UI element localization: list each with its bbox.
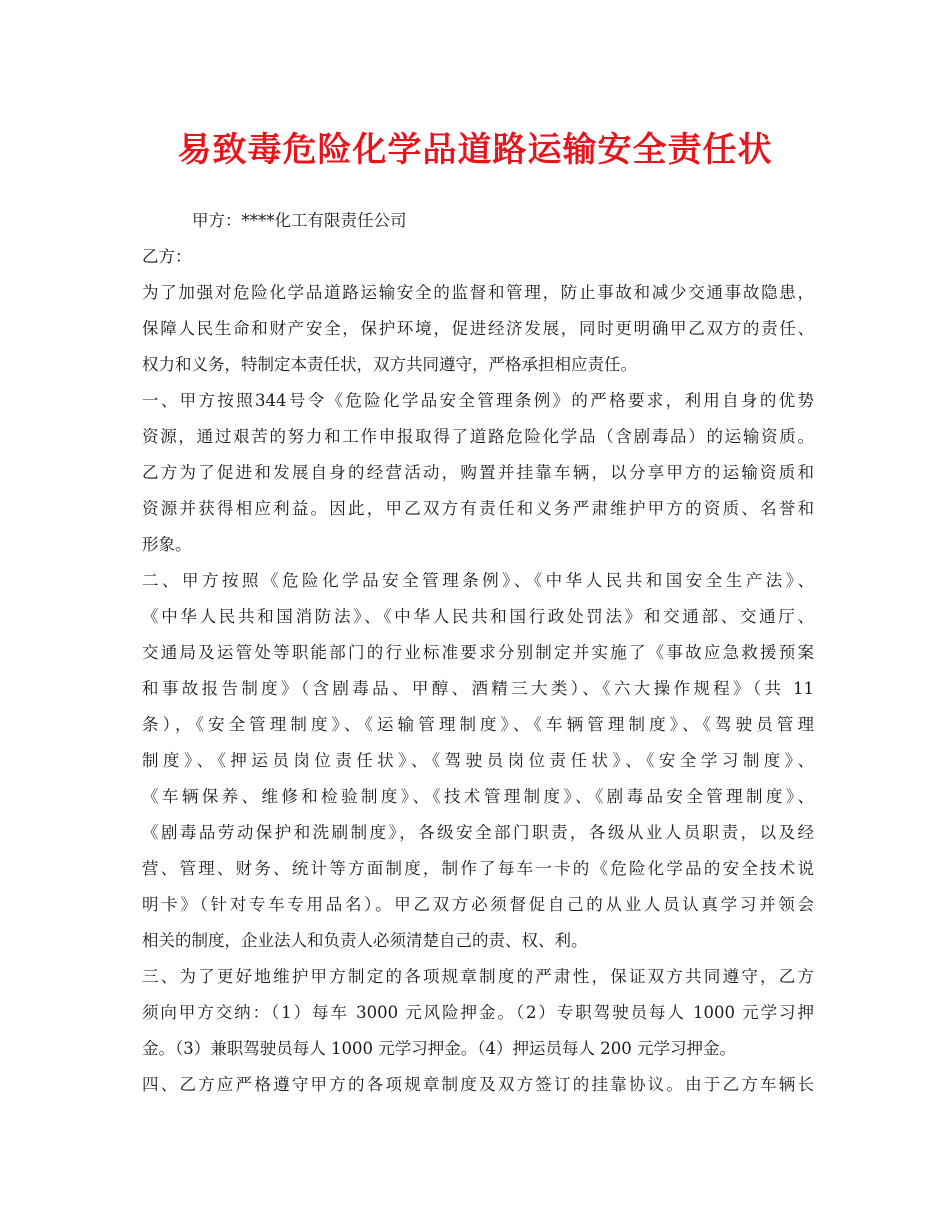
text-line: 乙方：: [142, 247, 192, 266]
text-line: 《剧毒品劳动保护和洗刷制度》，各级安全部门职责，各级从业人员职责，以及经: [142, 823, 814, 842]
text-line: 四、乙方应严格遵守甲方的各项规章制度及双方签订的挂靠协议。由于乙方车辆长: [142, 1075, 814, 1094]
text-line: 相关的制度，企业法人和负责人必须清楚自己的责、权、利。: [142, 931, 588, 950]
text-line: 须向甲方交纳：（1）每车 3000 元风险押金。（2）专职驾驶员每人 1000 元学习押: [142, 1003, 814, 1022]
text-line: 二、甲方按照《危险化学品安全管理条例》、《中华人民共和国安全生产法》、: [142, 571, 814, 590]
text-line: 《中华人民共和国消防法》、《中华人民共和国行政处罚法》和交通部、交通厅、: [142, 607, 814, 626]
text-line: 《车辆保养、维修和检验制度》、《技术管理制度》、《剧毒品安全管理制度》、: [142, 787, 814, 806]
text-line: 交通局及运管处等职能部门的行业标准要求分别制定并实施了《事故应急救援预案: [142, 643, 814, 662]
text-line: 资源并获得相应利益。因此，甲乙双方有责任和义务严肃维护甲方的资质、名誉和: [142, 499, 814, 518]
text-line: 甲方：****化工有限责任公司: [192, 211, 407, 230]
text-line: 条），《安全管理制度》、《运输管理制度》、《车辆管理制度》、《驾驶员管理: [142, 715, 814, 734]
text-line: 形象。: [142, 535, 192, 554]
text-line: 乙方为了促进和发展自身的经营活动，购置并挂靠车辆，以分享甲方的运输资质和: [142, 463, 814, 482]
text-line: 制度》、《押运员岗位责任状》、《驾驶员岗位责任状》、《安全学习制度》、: [142, 751, 814, 770]
text-line: 三、为了更好地维护甲方制定的各项规章制度的严肃性，保证双方共同遵守，乙方: [142, 967, 814, 986]
text-line: 明卡》（针对专车专用品名）。甲乙双方必须督促自己的从业人员认真学习并领会: [142, 895, 814, 914]
document-body: [142, 203, 814, 1103]
text-line: 资源，通过艰苦的努力和工作申报取得了道路危险化学品（含剧毒品）的运输资质。: [142, 427, 814, 446]
text-line: 营、管理、财务、统计等方面制度，制作了每车一卡的《危险化学品的安全技术说: [142, 859, 814, 878]
text-line: 保障人民生命和财产安全，保护环境，促进经济发展，同时更明确甲乙双方的责任、: [142, 319, 814, 338]
text-line: 一、甲方按照344号令《危险化学品安全管理条例》的严格要求，利用自身的优势: [142, 391, 814, 410]
text-line: 权力和义务，特制定本责任状，双方共同遵守，严格承担相应责任。: [142, 355, 637, 374]
document-title: 易致毒危险化学品道路运输安全责任状: [177, 130, 773, 170]
text-line: 金。（3）兼职驾驶员每人 1000 元学习押金。（4）押运员每人 200 元学习押金。: [142, 1039, 736, 1058]
text-line: 和事故报告制度》（含剧毒品、甲醇、酒精三大类）、《六大操作规程》（共 11: [142, 679, 814, 698]
text-line: 为了加强对危险化学品道路运输安全的监督和管理，防止事故和减少交通事故隐患，: [142, 283, 814, 302]
